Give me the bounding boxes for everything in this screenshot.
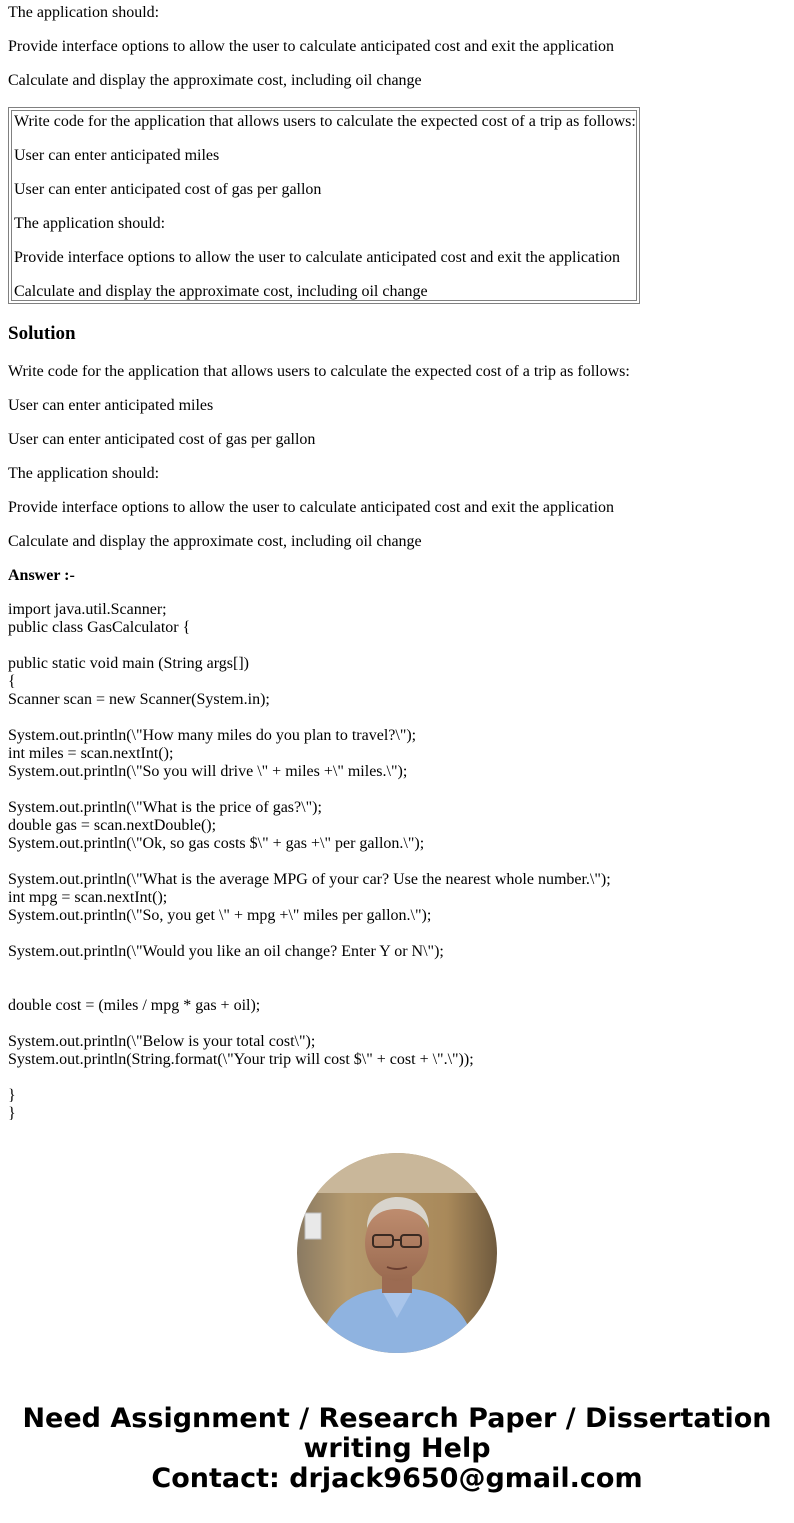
promo-line: writing Help: [303, 1433, 491, 1464]
solution-line: Provide interface options to allow the user to calculate anticipated cost and exit the application: [8, 499, 615, 516]
code-block: import java.util.Scanner; public class GasCalculator { public static void main (String args[]) { Scanner scan = new Scanner(System.in); System.out.println(\"How many miles do you plan to travel?\"); int miles = scan.nextInt(); System.out.println(\"So you will drive \" + miles +\" miles.\"); System.out.println(\"What is the price of gas?\"); double gas = scan.nextDouble(); System.out.println(\"Ok, so gas costs $\" + gas +\" per gallon.\"); System.out.println(\"What is the average MPG of your car? Use the nearest whole number.\"); int mpg = scan.nextInt(); System.out.println(\"So, you get \" + mpg +\" miles per gallon.\"); System.out.println(\"Would you like an oil change? Enter Y or N\"); double cost = (miles / mpg * gas + oil); System.out.println(\"Below is your total cost\"); System.out.println(String.format(\"Your trip will cost $\" + cost + \".\")); } }: [8, 601, 611, 1122]
promo-contact: Contact: drjack9650@gmail.com: [151, 1463, 643, 1494]
intro-line: Provide interface options to allow the user to calculate anticipated cost and exit the application: [8, 38, 615, 55]
solution-line: User can enter anticipated miles: [8, 397, 214, 414]
solution-line: User can enter anticipated cost of gas per gallon: [8, 431, 316, 448]
question-line: Calculate and display the approximate cost, including oil change: [14, 283, 428, 300]
solution-heading: Solution: [8, 323, 76, 344]
intro-line: The application should:: [8, 4, 160, 21]
question-line: Write code for the application that allows users to calculate the expected cost of a trip as follows:: [14, 113, 636, 130]
question-line: User can enter anticipated cost of gas per gallon: [14, 181, 322, 198]
solution-line: Calculate and display the approximate cost, including oil change: [8, 533, 422, 550]
question-line: Provide interface options to allow the user to calculate anticipated cost and exit the application: [14, 249, 621, 266]
question-box: [8, 107, 640, 304]
promo-line: Need Assignment / Research Paper / Dissertation: [22, 1403, 772, 1434]
answer-label: Answer :-: [8, 567, 75, 584]
author-avatar: [297, 1153, 497, 1353]
solution-line: The application should:: [8, 465, 160, 482]
question-line: The application should:: [14, 215, 166, 232]
intro-line: Calculate and display the approximate cost, including oil change: [8, 72, 422, 89]
promo-banner: [0, 1404, 794, 1494]
question-box-cell: [11, 110, 637, 301]
portrait-image: [297, 1153, 497, 1353]
solution-line: Write code for the application that allows users to calculate the expected cost of a trip as follows:: [8, 363, 630, 380]
question-line: User can enter anticipated miles: [14, 147, 220, 164]
